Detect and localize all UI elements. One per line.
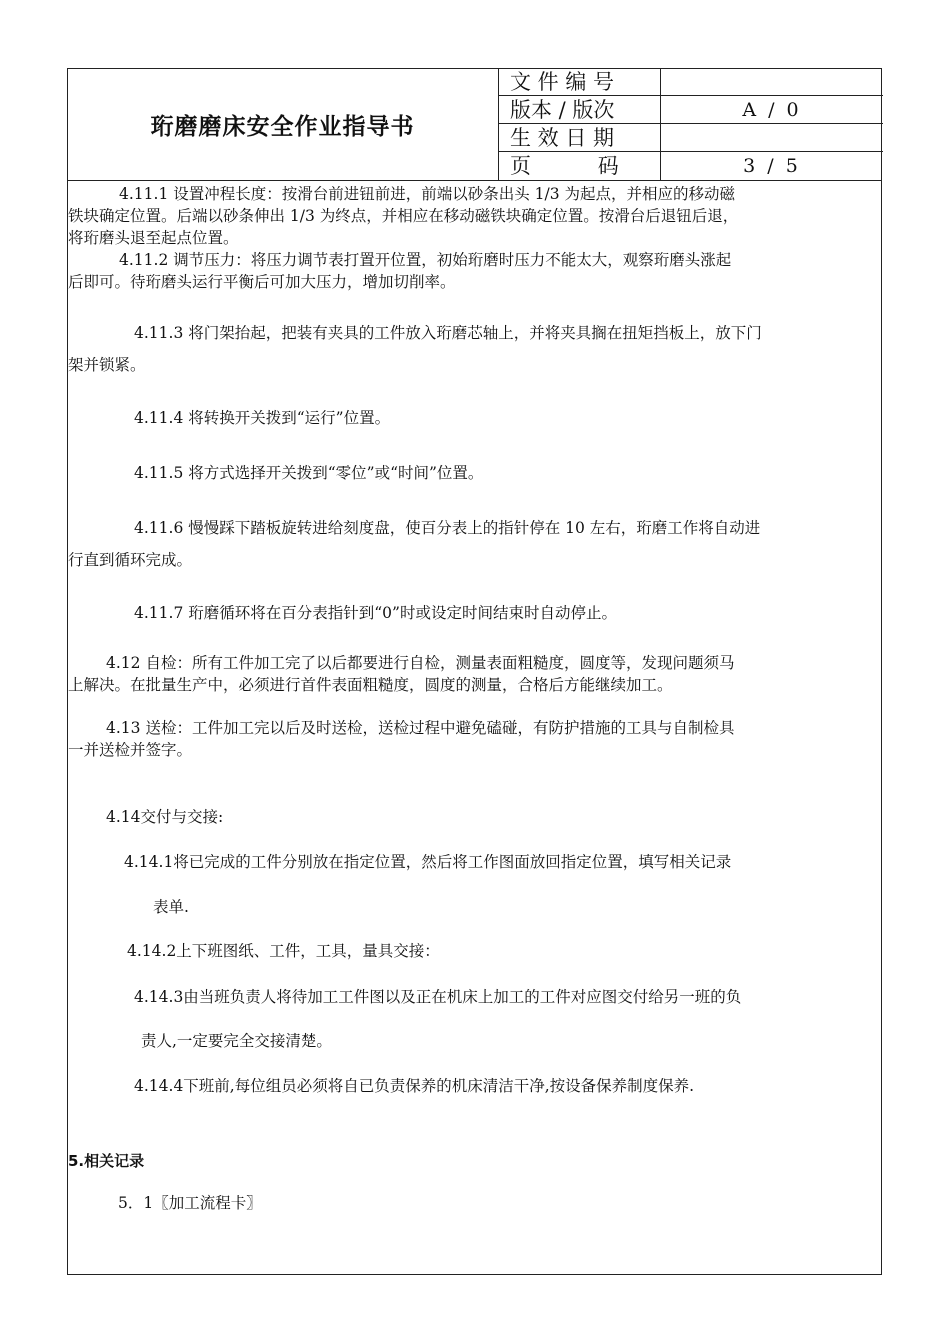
paragraph-line: 4.11.4 将转换开关拨到“运行”位置。: [134, 409, 391, 427]
paragraph-line: 表单.: [153, 898, 189, 916]
meta-label: 页 码: [499, 152, 661, 180]
paragraph-line: 铁块确定位置。后端以砂条伸出 1/3 为终点，并相应在移动磁铁块确定位置。按滑台后退钮后退，: [68, 207, 739, 225]
paragraph-line: 将珩磨头退至起点位置。: [68, 229, 239, 247]
paragraph-line: 4.14.2上下班图纸、工件，工具，量具交接：: [127, 942, 440, 960]
document-header: [67, 68, 882, 181]
paragraph-line: 4.14.1将已完成的工件分别放在指定位置，然后将工作图面放回指定位置，填写相关记录: [124, 853, 732, 871]
meta-row-effective-date: [499, 124, 883, 152]
paragraph-line: 一并送检并签字。: [68, 741, 193, 759]
paragraph-line: 4.11.7 珩磨循环将在百分表指针到“0”时或设定时间结束时自动停止。: [134, 604, 617, 622]
meta-row-version: [499, 96, 883, 124]
paragraph-line: 架并锁紧。: [68, 356, 146, 374]
paragraph-line: 责人,一定要完全交接清楚。: [141, 1032, 332, 1050]
meta-value: A / 0: [742, 99, 802, 121]
section-heading: 4.14交付与交接:: [106, 808, 224, 826]
paragraph-line: 4.12 自检：所有工件加工完了以后都要进行自检，测量表面粗糙度，圆度等，发现问题须马: [106, 654, 735, 672]
document-title: 珩磨磨床安全作业指导书: [150, 113, 415, 140]
document-meta-table: [498, 68, 882, 180]
meta-row-page: [499, 152, 883, 180]
meta-value: 3 / 5: [743, 155, 801, 177]
paragraph-line: 4.14.3由当班负责人将待加工工件图以及正在机床上加工的工件对应图交付给另一班的负: [134, 988, 742, 1006]
paragraph-line: 4.13 送检：工件加工完以后及时送检，送检过程中避免磕碰，有防护措施的工具与自制检具: [106, 719, 735, 737]
meta-value: [661, 124, 883, 151]
meta-label: 生 效 日 期: [499, 124, 661, 151]
paragraph-line: 4.11.6 慢慢踩下踏板旋转进给刻度盘，使百分表上的指针停在 10 左右，珩磨工作将自动进: [134, 519, 761, 537]
meta-row-file-number: [499, 68, 883, 96]
section-5-heading: 5.相关记录: [68, 1152, 145, 1170]
meta-value: [661, 68, 883, 95]
paragraph-line: 4.11.3 将门架抬起，把装有夹具的工件放入珩磨芯轴上，并将夹具搁在扭矩挡板上，放下门: [134, 324, 762, 342]
record-item: 5．1〖加工流程卡〗: [118, 1194, 262, 1212]
paragraph-line: 4.11.1 设置冲程长度：按滑台前进钮前进，前端以砂条出头 1/3 为起点，并相应的移动磁: [119, 185, 736, 203]
paragraph-line: 4.14.4下班前,每位组员必须将自已负责保养的机床清洁干净,按设备保养制度保养.: [134, 1077, 695, 1095]
paragraph-line: 行直到循环完成。: [68, 551, 193, 569]
paragraph-line: 后即可。待珩磨头运行平衡后可加大压力，增加切削率。: [68, 273, 456, 291]
meta-label: 文 件 编 号: [499, 68, 661, 95]
paragraph-line: 4.11.5 将方式选择开关拨到“零位”或“时间”位置。: [134, 464, 484, 482]
paragraph-line: 4.11.2 调节压力：将压力调节表打置开位置，初始珩磨时压力不能太大，观察珩磨头涨起: [119, 251, 732, 269]
meta-label: 版本 / 版次: [499, 96, 661, 123]
paragraph-line: 上解决。在批量生产中，必须进行首件表面粗糙度，圆度的测量，合格后方能继续加工。: [68, 676, 673, 694]
